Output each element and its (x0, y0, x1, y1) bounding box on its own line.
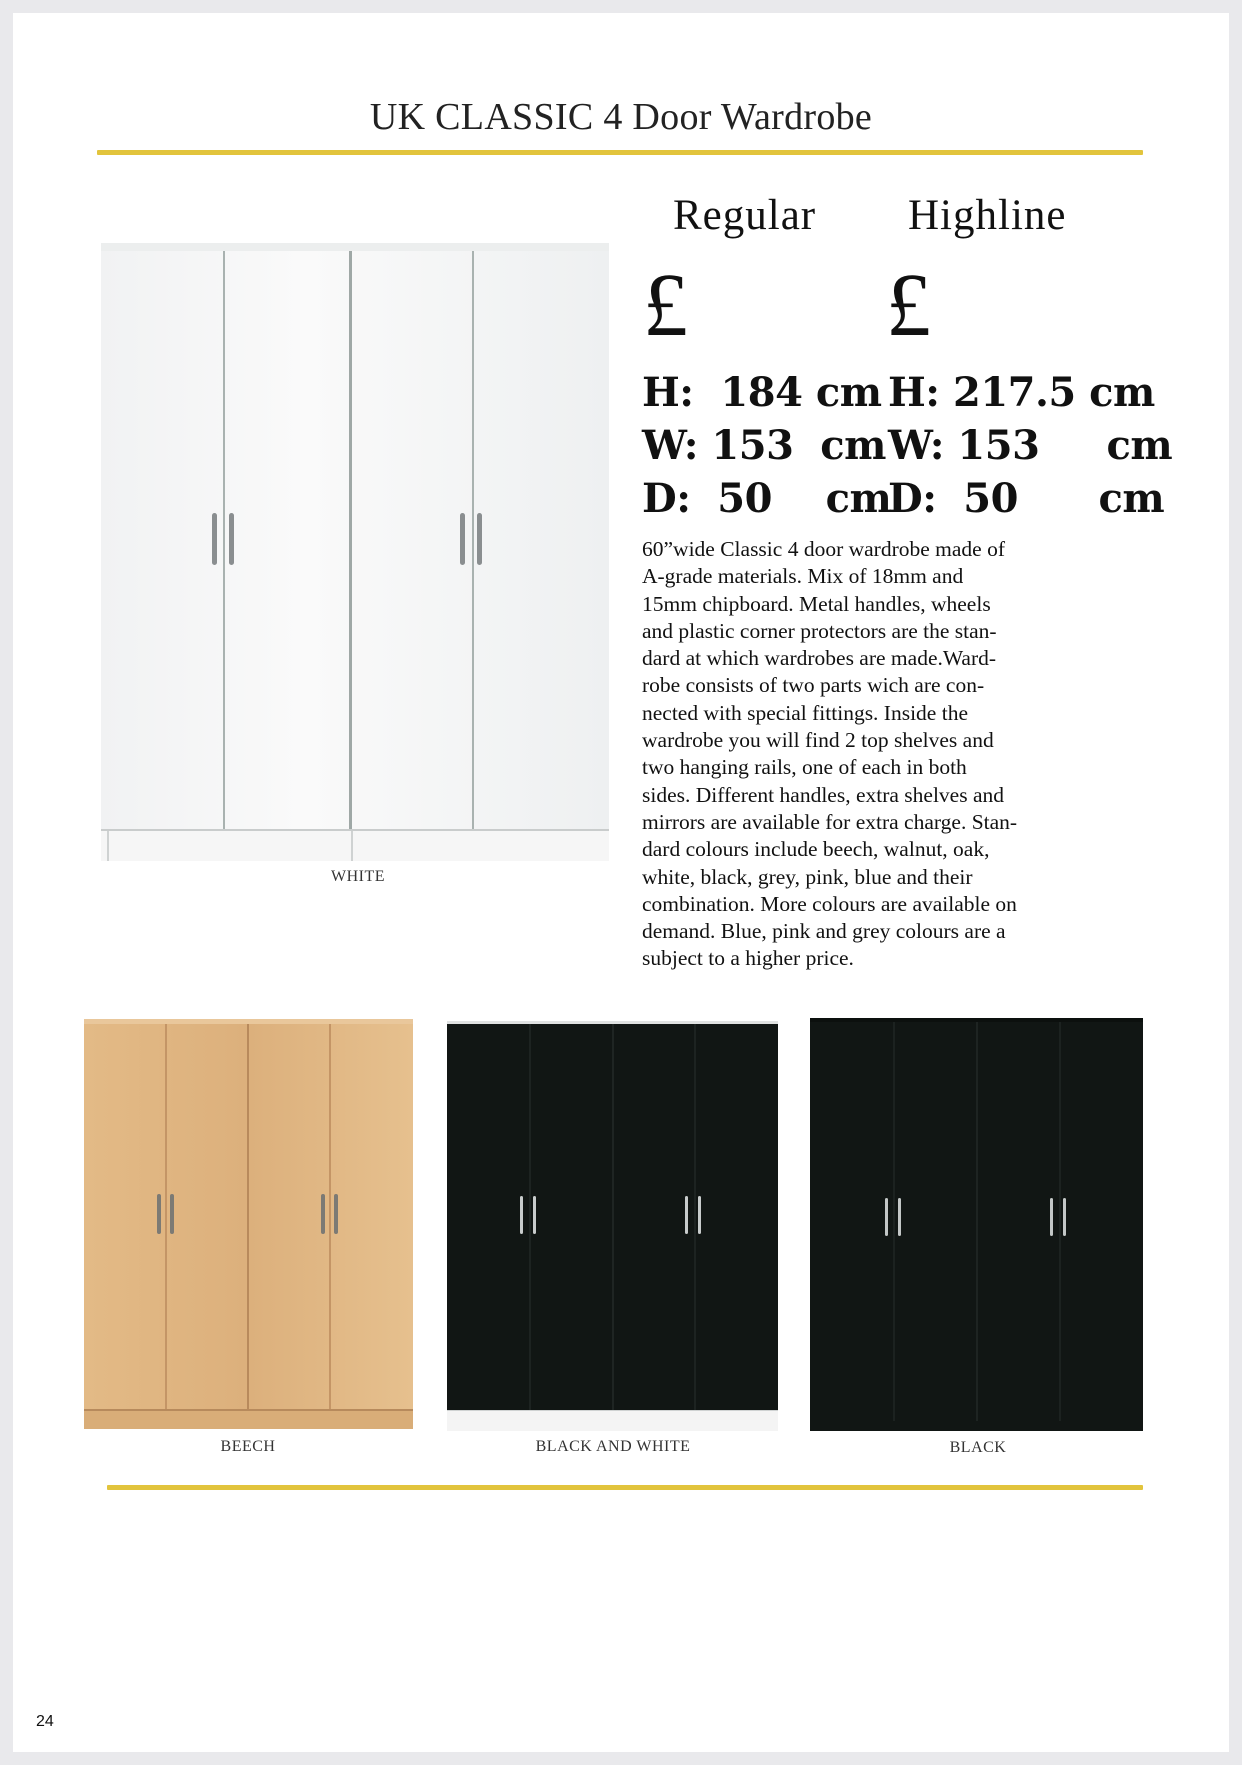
wardrobe-image-black-and-white (447, 1021, 778, 1431)
highline-price: £ (886, 256, 931, 355)
caption-beech: BEECH (220, 1438, 276, 1455)
handle-icon (885, 1198, 888, 1236)
regular-price: £ (643, 256, 688, 355)
caption-white: WHITE (330, 868, 386, 885)
page-title: UK CLASSIC 4 Door Wardrobe (369, 96, 873, 138)
product-description: 60”wide Classic 4 door wardrobe made of A-grade materials. Mix of 18mm and 15mm chipboard. Metal handles, wheels and plastic corner protectors are the stan- dard at which wardrobes are made.Ward- robe consists of two parts wich are con- nected with special fittings. Inside the wardrobe you will find 2 top shelves and two hanging rails, one of each in both sides. Different handles, extra shelves and mirrors are available for extra charge. Stan- dard colours include beech, walnut, oak, white, black, grey, pink, blue and their combination. More colours are available on demand. Blue, pink and grey colours are a subject to a higher price. (642, 537, 1018, 971)
handle-icon (1063, 1198, 1066, 1236)
handle-icon (170, 1194, 174, 1234)
catalogue-page (13, 13, 1229, 1752)
handle-icon (321, 1194, 325, 1234)
wardrobe-image-black (810, 1018, 1143, 1431)
handle-icon (157, 1194, 161, 1234)
handle-icon (520, 1196, 523, 1234)
regular-depth: D: 50 cm (642, 475, 892, 522)
caption-black-and-white: BLACK AND WHITE (535, 1438, 691, 1455)
highline-height: H: 217.5 cm (888, 369, 1155, 416)
regular-heading: Regular (673, 192, 817, 239)
handle-icon (898, 1198, 901, 1236)
handle-icon (477, 513, 482, 565)
bottom-divider (107, 1485, 1143, 1490)
caption-black: BLACK (949, 1439, 1007, 1456)
handle-icon (533, 1196, 536, 1234)
wardrobe-image-white (101, 243, 609, 861)
page-number: 24 (36, 1713, 54, 1730)
handle-icon (212, 513, 217, 565)
highline-width: W: 153 cm (888, 422, 1173, 469)
regular-width: W: 153 cm (642, 422, 886, 469)
handle-icon (698, 1196, 701, 1234)
highline-depth: D: 50 cm (888, 475, 1165, 522)
handle-icon (1050, 1198, 1053, 1236)
handle-icon (334, 1194, 338, 1234)
handle-icon (685, 1196, 688, 1234)
handle-icon (229, 513, 234, 565)
wardrobe-image-beech (84, 1019, 413, 1429)
top-divider (97, 150, 1143, 155)
handle-icon (460, 513, 465, 565)
regular-height: H: 184 cm (642, 369, 882, 416)
highline-heading: Highline (908, 192, 1067, 239)
